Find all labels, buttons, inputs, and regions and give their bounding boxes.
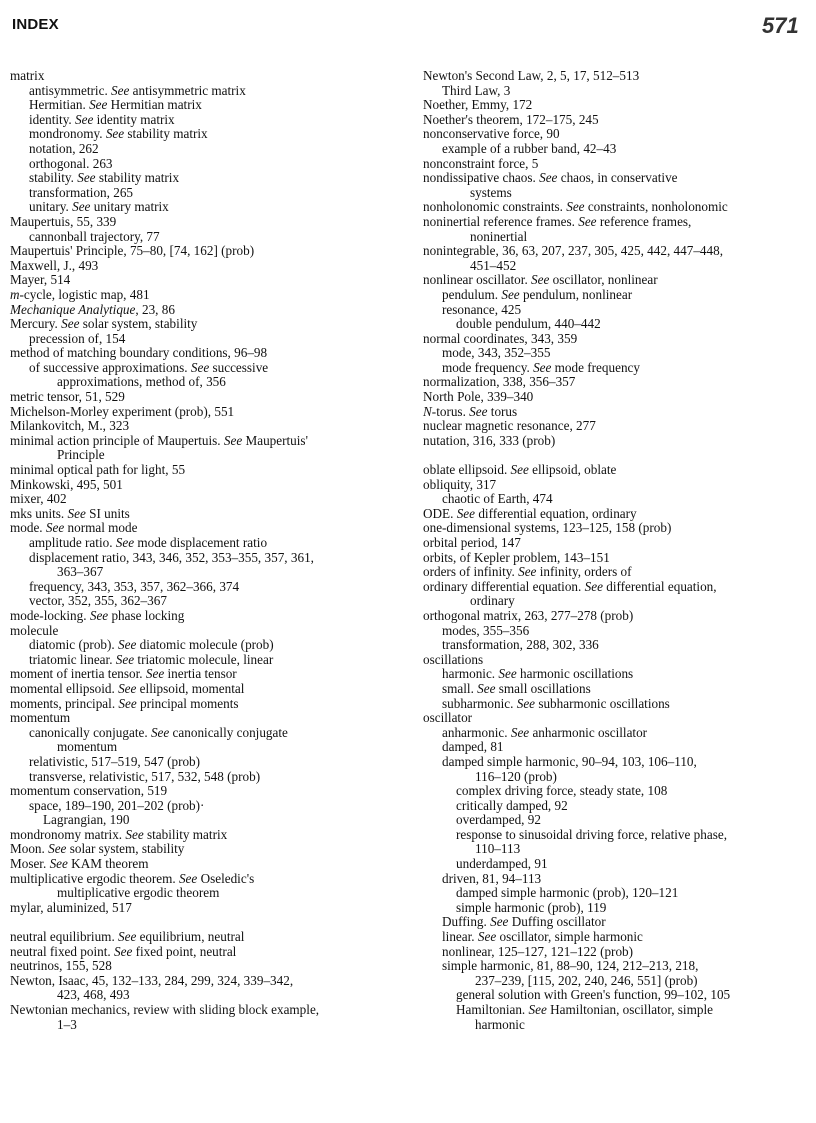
index-entry: orders of infinity. See infinity, orders of xyxy=(423,564,632,580)
index-subentry: example of a rubber band, 42–43 xyxy=(442,140,617,156)
index-subentry: unitary. See unitary matrix xyxy=(29,199,169,215)
index-entry: nonintegrable, 36, 63, 207, 237, 305, 425, 442, 447–448, xyxy=(423,243,723,259)
index-subentry: response to sinusoidal driving force, relative phase, xyxy=(456,826,728,842)
index-subentry: harmonic xyxy=(475,1016,525,1032)
index-entry: Mechanique Analytique, 23, 86 xyxy=(10,301,175,317)
index-entry: minimal optical path for light, 55 xyxy=(10,462,186,478)
index-entry: multiplicative ergodic theorem. See Oseledic's xyxy=(10,870,255,886)
index-subentry: Hermitian. See Hermitian matrix xyxy=(29,97,202,113)
index-subentry: approximations, method of, 356 xyxy=(57,374,226,390)
index-subentry: ordinary xyxy=(470,593,515,609)
index-entry: method of matching boundary conditions, 96–98 xyxy=(10,345,268,361)
index-entry: orbital period, 147 xyxy=(423,535,521,550)
index-subentry: resonance, 425 xyxy=(442,301,522,317)
page-number: 571 xyxy=(762,13,799,38)
index-entry: minimal action principle of Maupertuis. See Maupertuis' xyxy=(10,432,308,448)
index-subentry: antisymmetric. See antisymmetric matrix xyxy=(29,82,246,98)
index-entry: orthogonal matrix, 263, 277–278 (prob) xyxy=(423,607,634,623)
index-subentry: damped simple harmonic (prob), 120–121 xyxy=(456,885,679,901)
index-entry: ODE. See differential equation, ordinary xyxy=(423,505,637,521)
index-subentry: nonlinear, 125–127, 121–122 (prob) xyxy=(442,943,634,959)
index-subentry: harmonic. See harmonic oscillations xyxy=(442,666,634,682)
index-entry: one-dimensional systems, 123–125, 158 (prob) xyxy=(423,520,672,536)
index-subentry: Duffing. See Duffing oscillator xyxy=(442,914,606,930)
index-subentry: frequency, 343, 353, 357, 362–366, 374 xyxy=(29,578,240,594)
index-subentry: Principle xyxy=(57,447,105,463)
index-subentry: damped simple harmonic, 90–94, 103, 106–110, xyxy=(442,753,697,769)
index-entry: Newton's Second Law, 2, 5, 17, 512–513 xyxy=(423,68,640,83)
index-entry: matrix xyxy=(10,68,45,83)
index-subentry: anharmonic. See anharmonic oscillator xyxy=(442,724,648,740)
index-entry: nonlinear oscillator. See oscillator, nonlinear xyxy=(423,272,658,288)
index-subentry: chaotic of Earth, 474 xyxy=(442,491,553,507)
index-subentry: 423, 468, 493 xyxy=(57,987,130,1003)
index-entry: momentum conservation, 519 xyxy=(10,783,168,799)
index-subentry: diatomic (prob). See diatomic molecule (prob) xyxy=(29,637,274,653)
index-subentry: linear. See oscillator, simple harmonic xyxy=(442,929,643,945)
index-entry: nonholonomic constraints. See constraints, nonholonomic xyxy=(423,199,728,215)
index-entry: neutral equilibrium. See equilibrium, neutral xyxy=(10,929,245,945)
index-entry: orbits, of Kepler problem, 143–151 xyxy=(423,549,610,565)
index-subentry: overdamped, 92 xyxy=(456,812,541,828)
index-subentry: 1–3 xyxy=(57,1016,77,1032)
index-subentry: transformation, 288, 302, 336 xyxy=(442,637,599,653)
index-entry: moment of inertia tensor. See inertia tensor xyxy=(10,666,237,682)
index-subentry: 451–452 xyxy=(470,257,517,273)
index-subentry: small. See small oscillations xyxy=(442,680,591,696)
index-entry: Mercury. See solar system, stability xyxy=(10,316,198,332)
index-entry: nondissipative chaos. See chaos, in conservative xyxy=(423,170,678,186)
index-entry: nuclear magnetic resonance, 277 xyxy=(423,418,596,434)
index-subentry: critically damped, 92 xyxy=(456,797,568,813)
index-entry: Noether's theorem, 172–175, 245 xyxy=(423,111,599,127)
index-entry: normalization, 338, 356–357 xyxy=(423,374,576,390)
index-entry: mylar, aluminized, 517 xyxy=(10,899,132,915)
index-entry: molecule xyxy=(10,622,59,638)
index-subentry: pendulum. See pendulum, nonlinear xyxy=(442,286,633,302)
index-entry: ordinary differential equation. See differential equation, xyxy=(423,578,717,594)
index-entry: m-cycle, logistic map, 481 xyxy=(10,286,150,302)
index-subentry: systems xyxy=(470,184,512,200)
index-entry: neutrinos, 155, 528 xyxy=(10,958,112,974)
index-entry: oblate ellipsoid. See ellipsoid, oblate xyxy=(423,462,617,478)
index-subentry: canonically conjugate. See canonically conjugate xyxy=(29,724,288,740)
index-entry: Mayer, 514 xyxy=(10,272,71,288)
index-entry: Milankovitch, M., 323 xyxy=(10,418,130,434)
index-gap xyxy=(423,448,813,463)
index-entry: obliquity, 317 xyxy=(423,476,497,492)
index-subentry: 363–367 xyxy=(57,564,104,580)
index-subentry: mondronomy. See stability matrix xyxy=(29,126,208,142)
index-entry: noninertial reference frames. See reference frames, xyxy=(423,213,692,229)
index-subentry: damped, 81 xyxy=(442,739,504,755)
index-subentry: precession of, 154 xyxy=(29,330,126,346)
index-entry: mode. See normal mode xyxy=(10,520,138,536)
index-subentry: vector, 352, 355, 362–367 xyxy=(29,593,167,609)
index-subentry: simple harmonic (prob), 119 xyxy=(456,899,607,915)
index-subentry: space, 189–190, 201–202 (prob)· xyxy=(29,797,205,813)
index-subentry: Hamiltonian. See Hamiltonian, oscillator, simple xyxy=(456,1002,713,1017)
index-subentry: mode frequency. See mode frequency xyxy=(442,359,640,375)
index-entry: moments, principal. See principal moments xyxy=(10,695,239,711)
index-gap xyxy=(10,915,405,930)
index-entry: momentum xyxy=(10,710,71,726)
index-subentry: 110–113 xyxy=(475,841,521,857)
index-subentry: identity. See identity matrix xyxy=(29,111,175,127)
index-subentry: displacement ratio, 343, 346, 352, 353–355, 357, 361, xyxy=(29,549,314,565)
index-entry: mondronomy matrix. See stability matrix xyxy=(10,826,228,842)
index-subentry: momentum xyxy=(57,739,118,755)
index-subentry: of successive approximations. See successive xyxy=(29,359,269,375)
index-entry: neutral fixed point. See fixed point, neutral xyxy=(10,943,237,959)
index-subentry: multiplicative ergodic theorem xyxy=(57,885,220,901)
index-subentry: modes, 355–356 xyxy=(442,622,530,638)
index-entry: oscillations xyxy=(423,651,484,667)
index-subentry: transverse, relativistic, 517, 532, 548 (prob) xyxy=(29,768,261,784)
index-entry: Michelson-Morley experiment (prob), 551 xyxy=(10,403,235,419)
index-subentry: amplitude ratio. See mode displacement ratio xyxy=(29,535,268,550)
index-subentry: 116–120 (prob) xyxy=(475,768,557,784)
index-entry: Maupertuis' Principle, 75–80, [74, 162] (prob) xyxy=(10,243,255,259)
index-subentry: transformation, 265 xyxy=(29,184,134,200)
index-entry: Moser. See KAM theorem xyxy=(10,856,149,872)
index-subentry: 237–239, [115, 202, 240, 246, 551] (prob) xyxy=(475,972,698,988)
index-entry: mixer, 402 xyxy=(10,491,67,507)
index-entry: N-torus. See torus xyxy=(423,403,518,419)
index-entry: North Pole, 339–340 xyxy=(423,389,534,405)
index-subentry: complex driving force, steady state, 108 xyxy=(456,783,668,799)
index-column-right xyxy=(423,69,813,1032)
index-subentry: notation, 262 xyxy=(29,140,99,156)
index-subentry: double pendulum, 440–442 xyxy=(456,316,601,332)
index-entry: oscillator xyxy=(423,710,473,726)
index-subentry: Third Law, 3 xyxy=(442,82,511,98)
index-entry: metric tensor, 51, 529 xyxy=(10,389,125,405)
index-subentry: general solution with Green's function, 99–102, 105 xyxy=(456,987,731,1003)
index-entry: nutation, 316, 333 (prob) xyxy=(423,432,556,448)
index-subentry: mode, 343, 352–355 xyxy=(442,345,551,361)
index-subentry: cannonball trajectory, 77 xyxy=(29,228,160,244)
index-subentry: simple harmonic, 81, 88–90, 124, 212–213, 218, xyxy=(442,958,699,974)
index-subentry: orthogonal. 263 xyxy=(29,155,113,171)
index-entry: Newtonian mechanics, review with sliding block example, xyxy=(10,1002,320,1017)
index-subentry: underdamped, 91 xyxy=(456,856,548,872)
index-entry: nonconservative force, 90 xyxy=(423,126,560,142)
index-entry: momental ellipsoid. See ellipsoid, momental xyxy=(10,680,245,696)
index-entry: Maxwell, J., 493 xyxy=(10,257,99,273)
index-subentry: driven, 81, 94–113 xyxy=(442,870,542,886)
index-entry: mode-locking. See phase locking xyxy=(10,607,185,623)
index-entry: Newton, Isaac, 45, 132–133, 284, 299, 324, 339–342, xyxy=(10,972,294,988)
index-entry: Minkowski, 495, 501 xyxy=(10,476,123,492)
index-entry: normal coordinates, 343, 359 xyxy=(423,330,578,346)
index-column-left xyxy=(10,69,405,1032)
index-subentry: subharmonic. See subharmonic oscillations xyxy=(442,695,670,711)
index-entry: mks units. See SI units xyxy=(10,505,130,521)
index-entry: nonconstraint force, 5 xyxy=(423,155,539,171)
index-entry: Moon. See solar system, stability xyxy=(10,841,185,857)
index-subentry: stability. See stability matrix xyxy=(29,170,180,186)
index-subentry: triatomic linear. See triatomic molecule, linear xyxy=(29,651,274,667)
index-subentry: noninertial xyxy=(470,228,528,244)
index-entry: Noether, Emmy, 172 xyxy=(423,97,533,113)
index-subentry: Lagrangian, 190 xyxy=(43,812,130,828)
running-head-title: INDEX xyxy=(12,16,59,33)
index-subentry: relativistic, 517–519, 547 (prob) xyxy=(29,753,201,769)
index-entry: Maupertuis, 55, 339 xyxy=(10,213,117,229)
